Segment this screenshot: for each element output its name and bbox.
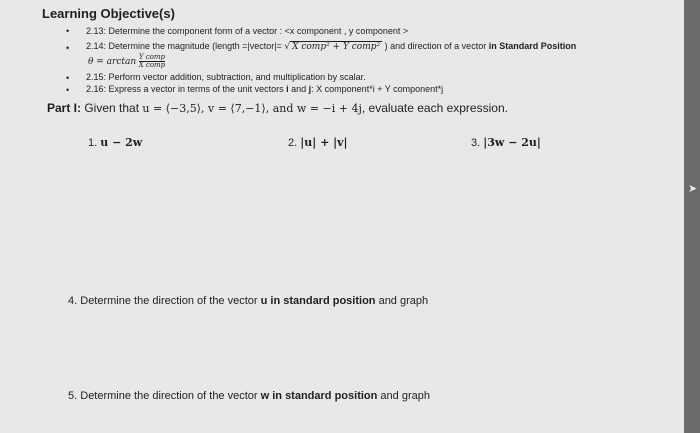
vector-v-definition: , v = ⟨7,−1⟩ — [200, 102, 266, 115]
page-heading: Learning Objective(s) — [42, 6, 175, 21]
question-text: and graph — [377, 390, 430, 402]
fraction-numerator: Y comp — [138, 53, 165, 61]
question-number: 4. — [68, 295, 78, 307]
problem-3 — [471, 136, 541, 149]
problem-number: 3. — [471, 137, 481, 149]
objective-text: 2.14: Determine the magnitude (length =|vector|= — [86, 41, 282, 51]
problem-number: 1. — [88, 137, 98, 149]
question-5 — [68, 390, 430, 402]
vector-w-definition: , and w = −i + 4j — [265, 102, 362, 115]
problem-expression: u − 2w — [100, 136, 143, 149]
bullet-marker: • — [66, 85, 70, 95]
unit-vector-i: i — [286, 84, 289, 94]
bullet-marker: • — [66, 43, 70, 53]
direction-formula — [88, 54, 165, 69]
objective-text: 2.16: Express a vector in terms of the unit vectors — [86, 84, 287, 94]
question-text: and graph — [375, 295, 429, 307]
problem-1 — [88, 136, 142, 149]
objective-emphasis: in Standard Position — [488, 41, 577, 51]
objective-text: : X component*i + Y component*j — [311, 84, 444, 94]
theta-arctan: θ = arctan — [88, 56, 137, 67]
bullet-marker: • — [66, 73, 70, 83]
problem-number: 2. — [288, 137, 298, 149]
problem-2 — [288, 136, 348, 149]
question-4 — [68, 295, 428, 307]
problem-expression: |3w − 2u| — [483, 136, 541, 149]
question-emphasis: u in standard position — [260, 295, 376, 307]
magnitude-formula: X comp² + Y comp² — [292, 42, 381, 52]
question-number: 5. — [68, 390, 78, 402]
objective-text: ) and direction of a vector — [384, 41, 489, 51]
part-label: Part I: — [47, 101, 82, 115]
fraction-denominator: X comp — [138, 61, 166, 69]
question-text: Determine the direction of the vector — [80, 390, 261, 402]
part-one-statement — [47, 101, 508, 115]
unit-vector-j: j — [308, 84, 312, 94]
objective-2-16 — [86, 84, 443, 95]
problem-expression: |u| + |v| — [300, 136, 348, 149]
objective-2-13: 2.13: Determine the component form of a vector : <x component , y component > — [86, 26, 409, 36]
part-text: Given that — [81, 101, 143, 115]
bullet-marker: • — [66, 26, 70, 36]
objective-text: and — [288, 84, 309, 94]
vector-u-definition: u = ⟨−3,5⟩ — [142, 102, 201, 115]
sqrt-sign: √ — [284, 42, 291, 52]
arctan-fraction — [139, 54, 165, 69]
part-text: , evaluate each expression. — [361, 101, 508, 115]
question-text: Determine the direction of the vector — [80, 295, 261, 307]
objective-2-15: 2.15: Perform vector addition, subtraction, and multiplication by scalar. — [86, 72, 366, 82]
objective-2-14 — [86, 41, 576, 53]
question-emphasis: w in standard position — [260, 390, 378, 402]
arrow-cursor-icon: ➤ — [688, 183, 698, 195]
page-edge-shadow — [684, 0, 700, 433]
